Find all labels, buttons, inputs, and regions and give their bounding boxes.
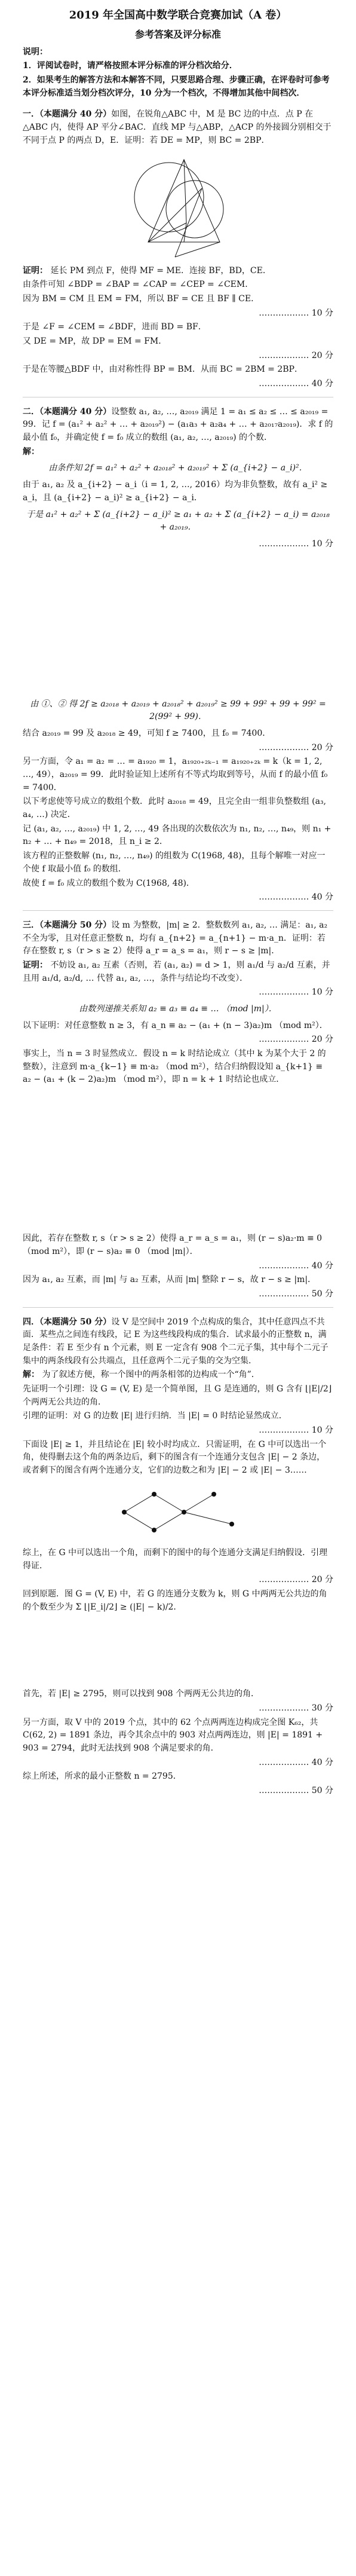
proof-line: 以下证明：对任意整数 n ≥ 3，有 a_n ≡ a₂ − (a₁ + (n − 3)a₂)m （mod m²）． (23, 1020, 328, 1030)
score-mark: ……………… 40 分 (259, 379, 333, 388)
geometry-figure (23, 152, 333, 260)
problem-1-statement: 如图，在锐角△ABC 中，M 是 BC 边的中点．点 P 在△ABC 内，使得 AP 平分∠BAC．直线 MP 与△ABP，△ACP 的外接圆分别相交于不同于点 P 的两点 D，E．证明：若 DE = MP，则 BC = 2BP． (23, 109, 332, 145)
solution-line: 先证明一个引理：设 G = (V, E) 是一个简单图，且 G 是连通的，则 G 含有 ⌊|E|/2⌋ 个两两无公共边的角． (23, 1384, 332, 1407)
solution-line: 故使 f = f₀ 成立的数组个数为 C(1968, 48)． (23, 878, 195, 888)
problem-2-title: 二．（本题满分 40 分） (23, 406, 112, 417)
score-mark: ……………… 30 分 (259, 1703, 333, 1713)
blank-space (23, 1088, 333, 1231)
score-mark: ……………… 50 分 (259, 1289, 333, 1299)
proof-line: 又 DE = MP，故 DP = EM = FM． (23, 336, 167, 346)
page-title: 2019 年全国高中数学联合竞赛加试（A 卷） (69, 9, 287, 22)
proof-line: 延长 PM 到点 F，使得 MF = ME．连接 BF，BD，CE． (50, 265, 271, 276)
solution-line: 另一方面，取 V 中的 2019 个点，其中的 62 个点两两连边构成完全图 K₆₂，共 C(62, 2) = 1891 条边，再令其余点中的 903 对点两两连边，则 |E| = 1891 + 903 = 2794，此时无法找到 908 个满足要求的角． (23, 1717, 323, 1753)
graph-diagram (106, 1482, 250, 1542)
proof-line: 因为 a₁, a₂ 互素，而 |m| 与 a₂ 互素，从而 |m| 整除 r − s，故 r − s ≥ |m|． (23, 1275, 317, 1285)
problem-1 (23, 108, 333, 390)
graph-figure (23, 1482, 333, 1542)
section-divider (23, 1307, 333, 1308)
proof-line: 于是 ∠F = ∠CEM = ∠BDF，进而 BD = BF． (23, 322, 207, 332)
score-mark: ……………… 10 分 (259, 308, 333, 318)
section-divider (23, 910, 333, 911)
score-mark: ……………… 20 分 (259, 1575, 333, 1585)
page-subtitle: 参考答案及评分标准 (134, 28, 221, 40)
solution-label: 解： (23, 446, 39, 457)
solution-line: 引理的证明：对 G 的边数 |E| 进行归纳．当 |E| = 0 时结论显然成立． (23, 1411, 287, 1421)
problem-4 (23, 1316, 333, 1798)
problem-3-statement: 设 m 为整数，|m| ≥ 2．整数数列 a₁, a₂, … 满足：a₁, a₂ 不全为零，且对任意正整数 n，均有 a_{n+2} = a_{n+1} − m·a_n．证明：若存在整数 r, s（r > s ≥ 2）使得 a_r = a_s = a₁，则 r − s ≥ |m|． (23, 920, 328, 956)
problem-3-title: 三．（本题满分 50 分） (23, 920, 112, 930)
notes-label: 说明： (23, 47, 48, 57)
problem-2 (23, 406, 333, 904)
score-mark: ……………… 10 分 (259, 1425, 333, 1436)
proof-line: 因为 BM = CM 且 EM = FM，所以 BF = CE 且 BF ∥ CE． (23, 293, 260, 304)
solution-line: 首先，若 |E| ≥ 2795，则可以找到 908 个两两无公共边的角． (23, 1689, 259, 1699)
blank-space (23, 551, 333, 695)
formula-line: 由条件知 2f = a₁² + a₂² + a₂₀₁₈² + a₂₀₁₉² + Σ (a_{i+2} − a_i)²． (48, 463, 308, 473)
solution-line: 下面设 |E| ≥ 1，并且结论在 |E| 较小时均成立．只需证明，在 G 中可以选出一个角，使得删去这个角的两条边后，剩下的图含有一个连通分支包含 |E| − 2 条边，或者剩下的图含有两个连通分支，它们的边数之和为 |E| − 2 或 |E| − 3…… (23, 1439, 327, 1476)
solution-line: 以下考虑使等号成立的数组个数．此时 a₂₀₁₈ = 49，且完全由一组非负整数组 (a₃, a₄, …) 决定． (23, 797, 327, 820)
score-mark: ……………… 40 分 (259, 892, 333, 902)
formula-line: 由数列递推关系知 a₂ ≡ a₃ ≡ a₄ ≡ … （mod |m|）． (79, 1004, 277, 1014)
solution-line: 综上所述，所求的最小正整数 n = 2795． (23, 1772, 182, 1782)
score-mark: ……………… 20 分 (259, 350, 333, 360)
problem-1-title: 一．（本题满分 40 分） (23, 109, 112, 120)
solution-line: 结合 a₂₀₁₉ = 99 及 a₂₀₁₈ ≥ 49，可知 f ≥ 7400，且 f₀ = 7400． (23, 728, 271, 738)
problem-4-title: 四．（本题满分 50 分） (23, 1317, 112, 1327)
solution-line: 综上，在 G 中可以选出一个角，而剩下的图中的每个连通分支满足归纳假设．引理得证． (23, 1547, 328, 1571)
proof-line: 由条件可知 ∠BDP = ∠BAP = ∠CAP = ∠CEP = ∠CEM． (23, 280, 254, 290)
problem-4-statement: 设 V 是空间中 2019 个点构成的集合，其中任意四点不共面．某些点之间连有线段，记 E 为这些线段构成的集合．试求最小的正整数 n，满足条件：若 E 至少有 n 个元素，则 E 一定含有 908 个二元子集，其中每个二元子集中的两条线段有公共端点，且任意两个二元子集的交为空集． (23, 1317, 329, 1366)
solution-line: 为了叙述方便，称一个图中的两条相邻的边构成一个“角”． (42, 1370, 260, 1380)
solution-line: 由于 a₁, a₂ 及 a_{i+2} − a_i（i = 1, 2, …, 2016）均为非负整数，故有 a_i² ≥ a_i，且 (a_{i+2} − a_i)² ≥ a_{i+2} − a_i． (23, 480, 328, 503)
problem-2-statement: 设整数 a₁, a₂, …, a₂₀₁₉ 满足 1 = a₁ ≤ a₂ ≤ … ≤ a₂₀₁₉ = 99．记 f = (a₁² + a₂² + … + a₂₀₁₉²) − (a₁a₃ + a₂a₄ + … + a₂₀₁₇a₂₀₁₉)．求 f 的最小值 f₀，并确定使 f = f₀ 成立的数组 (a₁, a₂, …, a₂₀₁₉) 的个数． (23, 406, 333, 443)
score-mark: ……………… 40 分 (259, 1261, 333, 1271)
solution-line: 另一方面，令 a₁ = a₂ = … = a₁₉₂₀ = 1，a₁₉₂₀₊₂ₖ₋₁ = a₁₉₂₀₊₂ₖ = k（k = 1, 2, …, 49），a₂₀₁₉ = 99．此时验证知上述所有不等式均取到等号，从而 f 的最小值 f₀ = 7400． (23, 757, 328, 793)
solution-label: 解： (23, 1370, 39, 1380)
proof-label: 证明： (23, 265, 48, 276)
solution-line: 回到原题．图 G = (V, E) 中，若 G 的连通分支数为 k，则 G 中两两无公共边的角的个数至少为 Σ ⌊|E_i|/2⌋ ≥ (|E| − k)/2． (23, 1589, 327, 1612)
score-mark: ……………… 10 分 (259, 539, 333, 549)
score-mark: ……………… 20 分 (259, 742, 333, 752)
note-item: 2．如果考生的解答方法和本解答不同，只要思路合理、步骤正确，在评卷时可参考本评分标准适当划分档次评分，10 分为一个档次，不得增加其他中间档次． (23, 75, 330, 98)
geometry-diagram (124, 152, 232, 260)
solution-line: 记 (a₁, a₂, …, a₂₀₁₉) 中 1, 2, …, 49 各出现的次数依次为 n₁, n₂, …, n₄₉，则 n₁ + n₂ + … + n₄₉ = 2018，且 n_i ≥ 2． (23, 824, 332, 847)
proof-line: 不妨设 a₁, a₂ 互素（否则，若 (a₁, a₂) = d > 1，则 a₁/d 与 a₂/d 互素，并且用 a₁/d, a₂/d, … 代替 a₁, a₂, …，条件与结论均不改变）． (23, 960, 330, 983)
proof-line: 事实上，当 n = 3 时显然成立．假设 n = k 时结论成立（其中 k 为某个大于 2 的整数），注意到 m·a_{k−1} ≡ m·a₂ （mod m²），结合归纳假设知 a_{k+1} ≡ a₂ − (a₁ + (k − 2)a₂)m （mod m²），即 n = k + 1 时结论也成立． (23, 1049, 326, 1085)
proof-label: 证明： (23, 960, 48, 970)
score-mark: ……………… 10 分 (259, 987, 333, 998)
score-mark: ……………… 50 分 (259, 1786, 333, 1796)
formula-line: 于是 a₁² + a₂² + Σ (a_{i+2} − a_i)² ≥ a₁ + a₂ + Σ (a_{i+2} − a_i) = a₂₀₁₈ + a₂₀₁₉． (26, 509, 330, 533)
proof-line: 于是在等腰△BDF 中，由对称性得 BP = BM．从而 BC = 2BM = 2BP． (23, 365, 303, 375)
formula-line: 由 ①、② 得 2f ≥ a₂₀₁₈ + a₂₀₁₉ + a₂₀₁₈² + a₂₀₁₉² ≥ 99 + 99² + 99 + 99² = 2(99² + 99)． (30, 699, 326, 722)
proof-line: 因此，若存在整数 r, s（r > s ≥ 2）使得 a_r = a_s = a₁，则 (r − s)a₂·m ≡ 0 （mod m²），即 (r − s)a₂ ≡ 0 （mod |m|）． (23, 1234, 323, 1256)
score-mark: ……………… 20 分 (259, 1035, 333, 1045)
blank-space (23, 1615, 333, 1687)
problem-3 (23, 919, 333, 1301)
score-mark: ……………… 40 分 (259, 1757, 333, 1767)
notes-block (23, 46, 333, 100)
note-item: 1．评阅试卷时，请严格按照本评分标准的评分档次给分． (23, 61, 238, 71)
solution-line: 该方程的正整数解 (n₁, n₂, …, n₄₉) 的组数为 C(1968, 48)，且每个解唯一对应一个使 f 取最小值 f₀ 的数组． (23, 851, 326, 874)
